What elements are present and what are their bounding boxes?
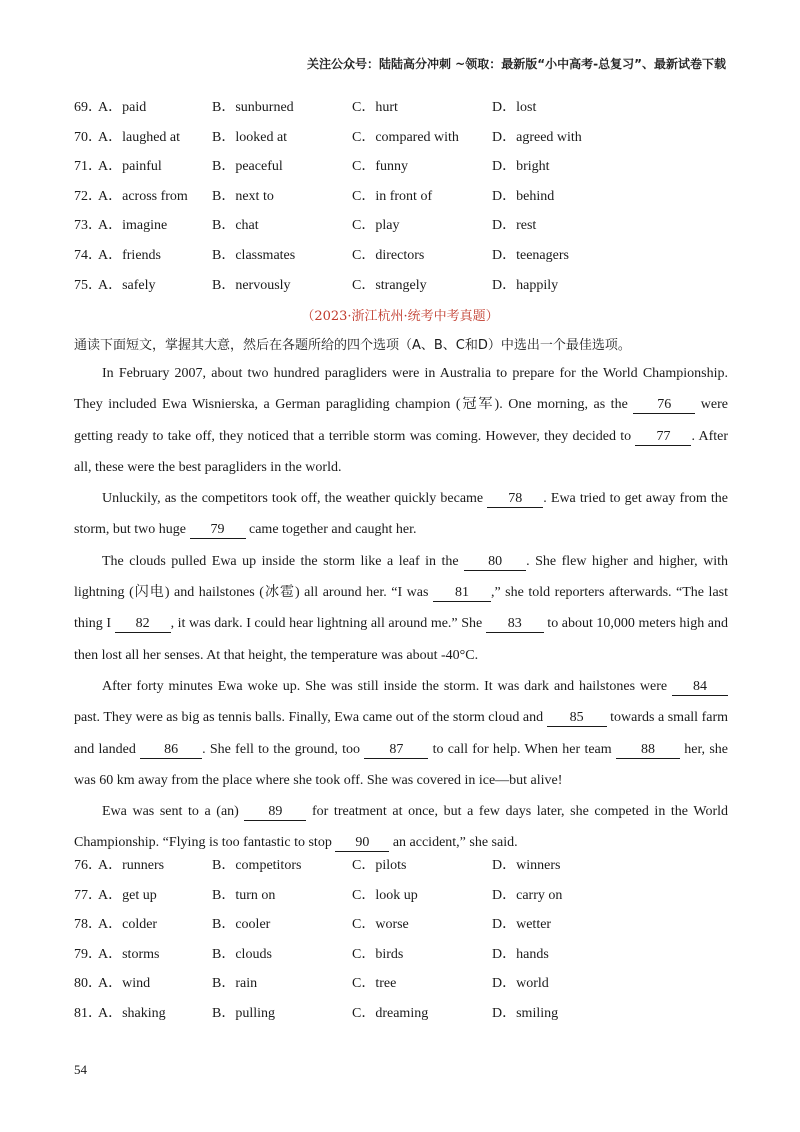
blank-78: 78 — [487, 491, 543, 508]
option-c: C．pilots — [352, 858, 407, 873]
question-number: 70． — [74, 129, 102, 145]
option-c: C．look up — [352, 887, 418, 903]
passage-text: towards a small farm and landed — [74, 710, 729, 757]
option-a: A．paid — [98, 100, 147, 115]
blank-77: 77 — [635, 429, 691, 446]
blank-76: 76 — [633, 397, 695, 414]
option-b: B．pulling — [212, 1005, 276, 1021]
question-number: 69． — [74, 100, 102, 115]
option-b: B．peaceful — [212, 159, 283, 175]
question-number: 72． — [74, 188, 102, 204]
question-row-69 — [74, 93, 734, 123]
option-d: D．behind — [492, 188, 555, 204]
source-label: （2023·浙江杭州·统考中考真题） — [301, 309, 499, 324]
blank-83: 83 — [486, 616, 544, 633]
passage-text: an accident,” she said. — [389, 835, 518, 851]
question-row-80 — [74, 969, 734, 999]
option-d: D．smiling — [492, 1005, 559, 1021]
option-a: A．painful — [98, 159, 162, 175]
question-number: 75． — [74, 277, 102, 293]
option-b: B．nervously — [212, 277, 291, 293]
option-b: B．cooler — [212, 917, 271, 933]
passage-text: to call for help. When her team — [428, 741, 616, 757]
passage-text: past. They were as big as tennis balls. Finally, Ewa came out of the storm cloud and — [74, 710, 547, 726]
blank-84: 84 — [672, 679, 728, 696]
question-row-74 — [74, 241, 734, 271]
option-b: B．looked at — [212, 129, 288, 145]
paragraph-5 — [74, 796, 728, 859]
option-d: D．teenagers — [492, 247, 569, 263]
option-b: B．classmates — [212, 247, 296, 263]
option-d: D．hands — [492, 946, 549, 962]
option-a: A．colder — [98, 917, 158, 933]
passage-text: to about 10,000 meters high and then lost all her senses. At that height, the temperature was about -40°C. — [74, 616, 728, 663]
option-b: B．turn on — [212, 887, 276, 903]
passage-text: , it was dark. I could hear lightning all around me.” She — [170, 616, 486, 632]
passage-text: . She flew higher and higher, with lightning (闪电) and hailstones (冰雹) all around her. “I was — [74, 553, 728, 601]
passage-text: for treatment at once, but a few days later, she competed in the World Championship. “Flying is too fantastic to stop — [74, 804, 729, 851]
option-d: D．bright — [492, 159, 550, 175]
question-number: 77． — [74, 887, 102, 903]
question-number: 80． — [74, 976, 102, 992]
option-a: A．storms — [98, 946, 160, 962]
passage-text: . Ewa tried to get away from the storm, but two huge — [74, 491, 728, 538]
question-number: 78． — [74, 917, 102, 933]
passage-text: In February 2007, about two hundred paragliders were in Australia to prepare for the World Championship. They included Ewa Wisnierska, a German paragliding champion (冠军). One morning, as the — [74, 366, 728, 413]
question-row-73 — [74, 211, 734, 241]
cloze-passage — [74, 358, 728, 859]
passage-text: . After all, these were the best paragliders in the world. — [74, 428, 729, 475]
question-row-78 — [74, 910, 734, 940]
option-c: C．dreaming — [352, 1005, 429, 1021]
passage-text: After forty minutes Ewa woke up. She was still inside the storm. It was dark and hailstones were — [102, 678, 672, 694]
option-c: C．directors — [352, 247, 425, 263]
paragraph-4 — [74, 671, 728, 796]
option-c: C．strangely — [352, 277, 427, 293]
passage-text: Unluckily, as the competitors took off, the weather quickly became — [102, 491, 488, 507]
option-d: D．wetter — [492, 917, 552, 933]
blank-79: 79 — [190, 522, 246, 539]
blank-80: 80 — [464, 554, 526, 571]
option-a: A．laughed at — [98, 129, 181, 145]
page-number: 54 — [74, 1062, 87, 1077]
blank-90: 90 — [335, 835, 389, 852]
passage-text: . She fell to the ground, too — [202, 741, 365, 757]
option-d: D．happily — [492, 277, 559, 293]
question-row-76 — [74, 851, 734, 881]
option-b: B．rain — [212, 976, 258, 992]
question-row-77 — [74, 881, 734, 911]
option-d: D．winners — [492, 858, 561, 873]
instruction-text: 通读下面短文，掌握其大意，然后在各题所给的四个选项（A、B、C和D）中选出一个最佳选项。 — [74, 338, 631, 353]
option-b: B．next to — [212, 188, 274, 204]
options-top — [74, 93, 734, 300]
question-number: 79． — [74, 946, 102, 962]
question-row-81 — [74, 999, 734, 1029]
passage-text: ,” she told reporters afterwards. “The last thing I — [74, 585, 728, 632]
blank-86: 86 — [140, 742, 202, 759]
passage-text: were getting ready to take off, they noticed that a terrible storm was coming. However, they decided to — [74, 397, 729, 444]
question-row-71 — [74, 152, 734, 182]
option-d: D．carry on — [492, 887, 563, 903]
page-header: 关注公众号：陆陆高分冲刺 ~领取：最新版“小中高考-总复习”、最新试卷下载 — [307, 57, 726, 71]
option-c: C．play — [352, 218, 400, 234]
option-d: D．agreed with — [492, 129, 582, 145]
question-row-72 — [74, 182, 734, 212]
option-c: C．worse — [352, 917, 409, 933]
option-a: A．across from — [98, 188, 188, 204]
option-c: C．birds — [352, 946, 404, 962]
question-number: 74． — [74, 247, 102, 263]
question-number: 71． — [74, 159, 102, 175]
option-d: D．rest — [492, 218, 537, 234]
option-a: A．get up — [98, 887, 157, 903]
option-a: A．runners — [98, 858, 165, 873]
paragraph-1 — [74, 358, 728, 483]
option-c: C．compared with — [352, 129, 459, 145]
option-d: D．lost — [492, 100, 537, 115]
option-b: B．competitors — [212, 858, 302, 873]
option-c: C．hurt — [352, 100, 398, 115]
option-c: C．funny — [352, 159, 408, 175]
option-c: C．tree — [352, 976, 397, 992]
paragraph-2 — [74, 483, 728, 546]
option-a: A．safely — [98, 277, 156, 293]
option-b: B．sunburned — [212, 100, 294, 115]
blank-82: 82 — [115, 616, 171, 633]
question-row-70 — [74, 123, 734, 153]
question-row-75 — [74, 271, 734, 301]
option-a: A．shaking — [98, 1005, 166, 1021]
passage-text: Ewa was sent to a (an) — [102, 804, 245, 820]
blank-85: 85 — [547, 710, 607, 727]
passage-text: came together and caught her. — [245, 522, 417, 538]
options-bottom — [74, 851, 734, 1029]
option-a: A．friends — [98, 247, 161, 263]
passage-text: her, she was 60 km away from the place where she took off. She was covered in ice—but alive! — [74, 741, 728, 788]
option-a: A．imagine — [98, 218, 168, 234]
blank-89: 89 — [244, 804, 306, 821]
question-number: 81． — [74, 1005, 102, 1021]
question-row-79 — [74, 940, 734, 970]
option-b: B．clouds — [212, 946, 272, 962]
question-number: 76． — [74, 858, 102, 873]
option-c: C．in front of — [352, 188, 433, 204]
blank-87: 87 — [364, 742, 428, 759]
passage-text: The clouds pulled Ewa up inside the storm like a leaf in the — [102, 553, 465, 569]
blank-88: 88 — [616, 742, 680, 759]
paragraph-3 — [74, 546, 728, 671]
question-number: 73． — [74, 218, 102, 234]
option-d: D．world — [492, 976, 549, 992]
blank-81: 81 — [433, 585, 491, 602]
option-b: B．chat — [212, 218, 259, 234]
option-a: A．wind — [98, 976, 151, 992]
